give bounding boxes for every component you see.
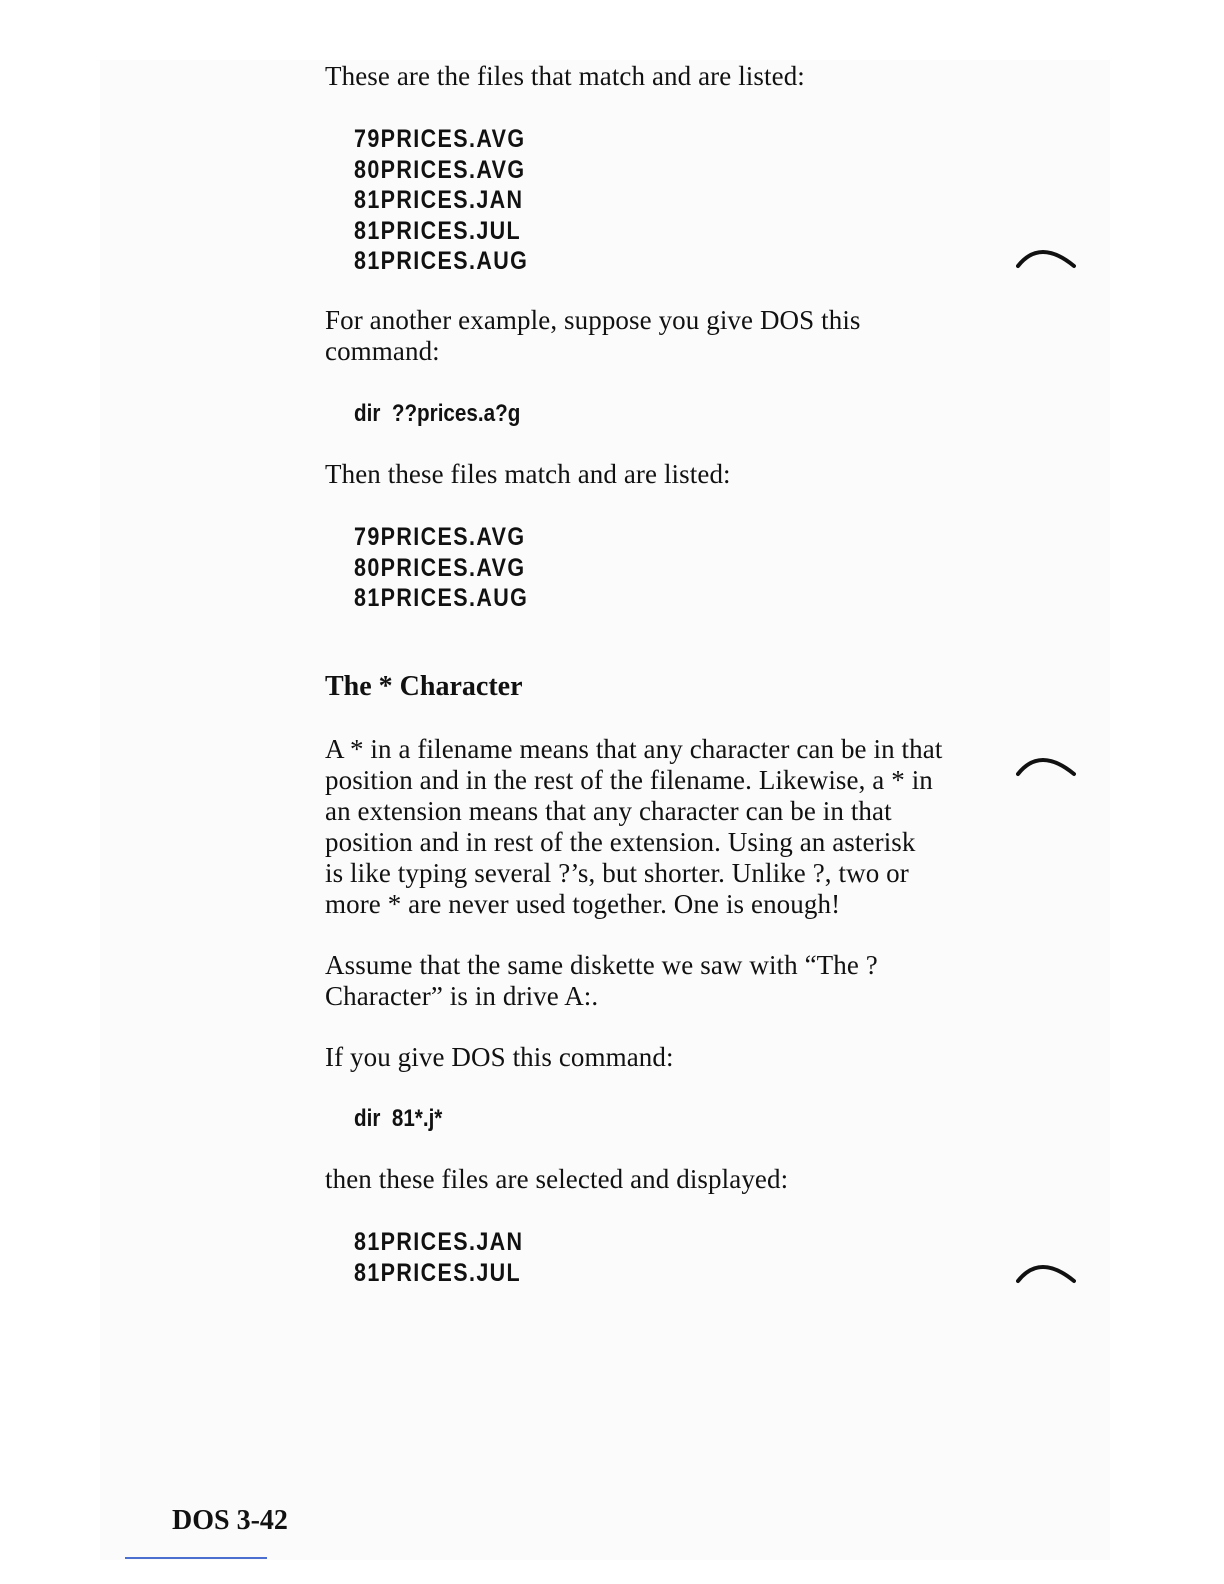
binder-tab-mark-icon bbox=[1016, 748, 1076, 778]
if-paragraph: If you give DOS this command: bbox=[325, 1042, 674, 1072]
listing-line: 81PRICES.JUL bbox=[354, 1258, 522, 1287]
listing-line: 81PRICES.AUG bbox=[354, 584, 529, 612]
intro-text: These are the files that match and are listed: bbox=[325, 61, 805, 91]
assume-paragraph: Assume that the same diskette we saw with “The ? Character” is in drive A:. bbox=[325, 950, 878, 1011]
listing-line: 79PRICES.AVG bbox=[354, 125, 526, 153]
then-text: Then these files match and are listed: bbox=[325, 459, 731, 489]
file-listing-3 bbox=[354, 1227, 523, 1288]
section-heading: The * Character bbox=[325, 671, 523, 702]
listing-line: 81PRICES.JAN bbox=[354, 1228, 524, 1256]
example-text: For another example, suppose you give DOS this command: bbox=[325, 305, 861, 366]
page-footer: DOS 3-42 bbox=[172, 1505, 288, 1536]
listing-line: 81PRICES.AUG bbox=[354, 247, 529, 275]
footer-rule bbox=[125, 1557, 267, 1559]
command-example-2: dir 81*.j* bbox=[354, 1105, 443, 1132]
selected-paragraph: then these files are selected and displayed: bbox=[325, 1164, 789, 1194]
command-example-1: dir ??prices.a?g bbox=[354, 400, 521, 427]
listing-line: 81PRICES.JUL bbox=[354, 216, 522, 245]
asterisk-paragraph: A * in a filename means that any character can be in that position and in the rest of the filename. Likewise, a * in an extension means that any character can be in that position and in rest of the extension. Using an asterisk is like typing several ?’s, but shorter. Unlike ?, two or more * are never used together. One is enough! bbox=[325, 734, 943, 919]
listing-line: 79PRICES.AVG bbox=[354, 523, 526, 551]
listing-line: 80PRICES.AVG bbox=[354, 553, 526, 582]
binder-tab-mark-icon bbox=[1016, 1255, 1076, 1285]
listing-line: 81PRICES.JAN bbox=[354, 186, 524, 214]
listing-line: 80PRICES.AVG bbox=[354, 155, 526, 184]
file-listing-1 bbox=[354, 124, 528, 277]
binder-tab-mark-icon bbox=[1016, 240, 1076, 270]
file-listing-2 bbox=[354, 522, 528, 614]
